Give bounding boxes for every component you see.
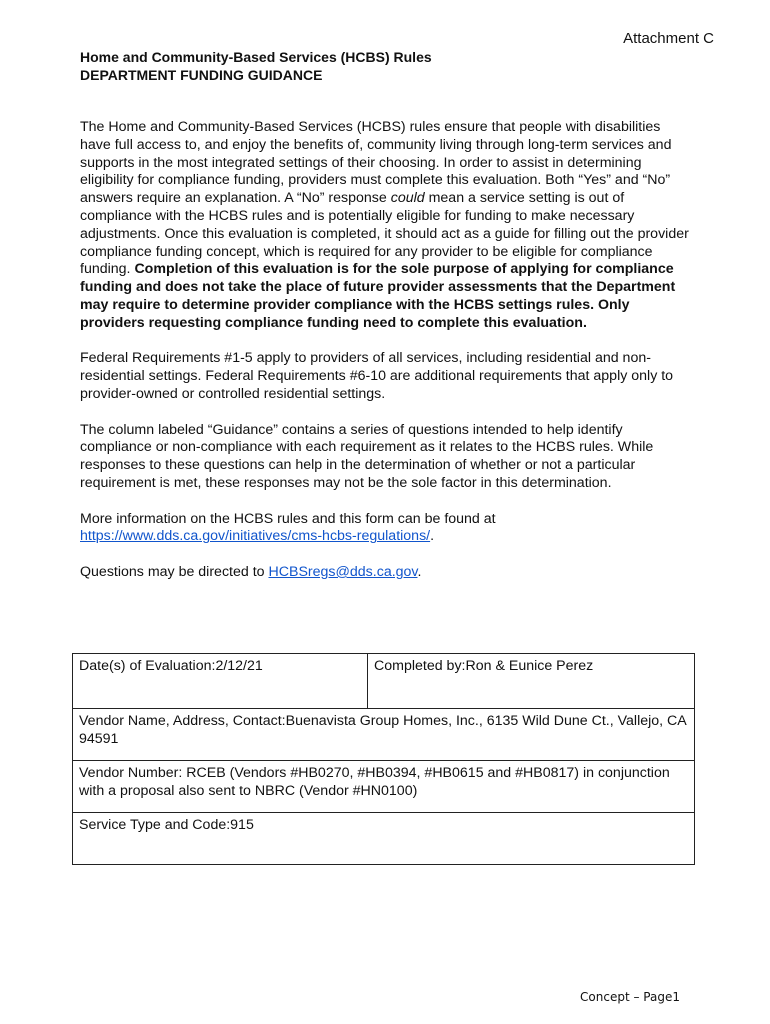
intro-text-1: The Home and Community-Based Services (HCBS) rules ensure that people with disabilities have full access to, and enjoy the benefits of, community living through long-term services and supports in the most integrated settings of their choosing. In order to assist in determining eligibility for compliance funding, providers must complete this evaluation. Both “Yes” and “No” answers require an explanation. A “No” response xyxy=(80,119,672,207)
evaluation-date-cell[interactable] xyxy=(73,654,368,709)
vendor-number-cell[interactable]: Vendor Number: RCEB (Vendors #HB0270, #HB0394, #HB0615 and #HB0817) in conjunction with a proposal also sent to NBRC (Vendor #HN0100) xyxy=(73,761,695,813)
more-info-text: More information on the HCBS rules and this form can be found at xyxy=(80,510,496,527)
questions-text: Questions may be directed to xyxy=(80,563,269,580)
vendor-name-label: Vendor Name, Address, Contact: xyxy=(79,713,286,729)
evaluation-form-table xyxy=(72,653,695,865)
document-heading xyxy=(80,48,432,84)
service-type-label: Service Type and Code: xyxy=(79,817,231,833)
completed-by-cell[interactable] xyxy=(368,654,695,709)
page-footer: Concept – Page1 xyxy=(580,990,680,1004)
hcbs-email-link[interactable]: HCBSregs@dds.ca.gov xyxy=(268,563,418,580)
more-info-paragraph xyxy=(80,511,692,547)
service-type-value: 915 xyxy=(230,817,254,833)
completed-by-value: Ron & Eunice Perez xyxy=(465,658,594,674)
evaluation-date-label: Date(s) of Evaluation: xyxy=(79,658,216,674)
vendor-name-cell[interactable] xyxy=(73,709,695,761)
heading-title: Home and Community-Based Services (HCBS) Rules xyxy=(80,49,432,65)
intro-emphasis: could xyxy=(390,190,425,207)
intro-paragraph xyxy=(80,119,692,333)
intro-bold: Completion of this evaluation is for the sole purpose of applying for compliance funding and does not take the place of future provider assessments that the Department may require to determine provider compliance with the HCBS settings rules. Only providers requesting compliance funding need to complete this evaluation. xyxy=(80,261,676,331)
federal-requirements-paragraph: Federal Requirements #1-5 apply to providers of all services, including residential and non-residential settings. Federal Requirements #6-10 are additional requirements that apply only to provider-owned or controlled residential settings. xyxy=(80,350,674,402)
completed-by-label: Completed by: xyxy=(374,658,466,674)
attachment-label: Attachment C xyxy=(623,30,714,47)
service-type-cell[interactable] xyxy=(73,813,695,865)
heading-subtitle: DEPARTMENT FUNDING GUIDANCE xyxy=(80,67,323,83)
table-row xyxy=(73,761,695,813)
guidance-paragraph: The column labeled “Guidance” contains a series of questions intended to help identify compliance or non-compliance with each requirement as it relates to the HCBS rules. While responses to these questions can help in the determination of whether or not a particular requirement is met, these responses may not be the sole factor in this determination. xyxy=(80,421,654,491)
evaluation-date-value: 2/12/21 xyxy=(215,658,263,674)
table-row xyxy=(73,709,695,761)
vendor-name-value: Buenavista Group Homes, Inc., 6135 Wild Dune Ct., Vallejo, CA 94591 xyxy=(79,713,686,747)
table-row xyxy=(73,813,695,865)
document-body xyxy=(80,119,692,600)
hcbs-regulations-link[interactable]: https://www.dds.ca.gov/initiatives/cms-hcbs-regulations/ xyxy=(80,528,431,545)
intro-text-2: mean a service setting is out of compliance with the HCBS rules and is potentially eligible for funding to make necessary adjustments. Once this evaluation is completed, it should act as a guide for filling out the provider compliance funding concept, which is required for any provider to be eligible for compliance funding. xyxy=(80,190,689,278)
questions-period: . xyxy=(417,563,422,580)
table-row xyxy=(73,654,695,709)
questions-paragraph xyxy=(80,564,692,582)
more-info-period: . xyxy=(430,528,435,545)
